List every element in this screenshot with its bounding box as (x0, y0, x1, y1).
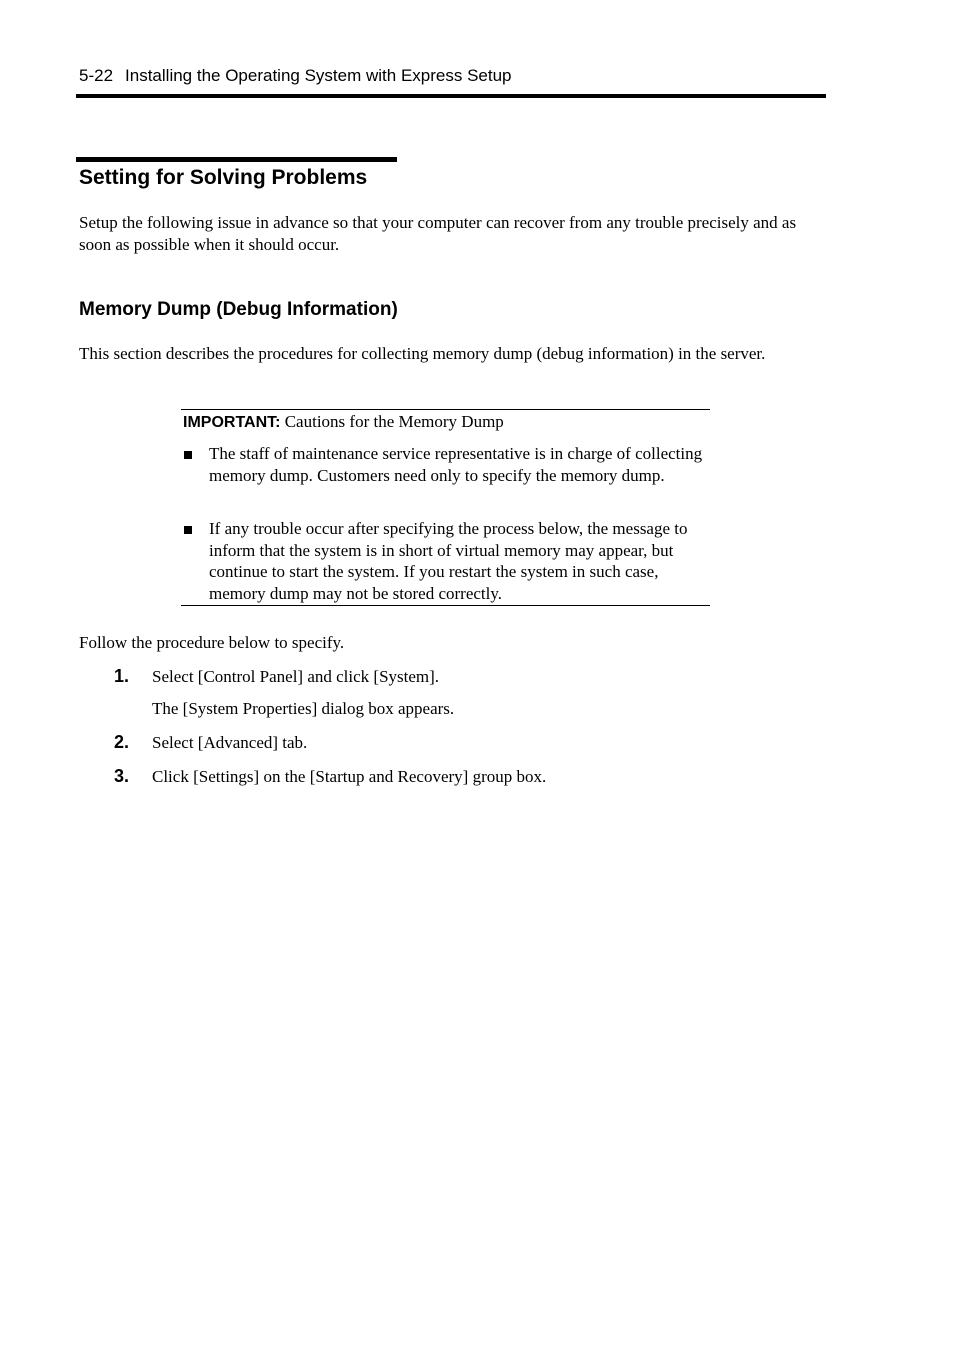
step-number: 2. (114, 732, 130, 752)
subsection-description: This section describes the procedures for collecting memory dump (debug information) in the server. (79, 344, 766, 363)
header-rule (76, 94, 826, 98)
square-bullet-icon (184, 451, 192, 459)
chapter-title: Installing the Operating System with Express Setup (125, 66, 512, 85)
section-intro: Setup the following issue in advance so that your computer can recover from any trouble precisely and as soon as possible when it should occur. (79, 213, 797, 254)
important-caption: Cautions for the Memory Dump (284, 412, 504, 431)
step-number: 1. (114, 666, 130, 686)
important-item-text: If any trouble occur after specifying the process below, the message to inform that the system is in short of virtual memory may appear, but continue to start the system. If you restart the system in such case, memory dump may not be stored correctly. (209, 519, 688, 604)
important-notice (181, 409, 710, 606)
important-header (183, 411, 504, 434)
important-label: IMPORTANT: (183, 414, 281, 431)
procedure-lead: Follow the procedure below to specify. (79, 633, 345, 652)
step-note: The [System Properties] dialog box appears. (152, 699, 455, 718)
step-text: Select [Advanced] tab. (152, 733, 308, 752)
section-title: Setting for Solving Problems (79, 166, 368, 189)
section-title-bar (76, 157, 397, 162)
important-item-text: The staff of maintenance service representative is in charge of collecting memory dump. Customers need only to specify the memory dump. (209, 444, 703, 485)
step-number: 3. (114, 766, 130, 786)
running-header (79, 66, 512, 86)
step-text: Click [Settings] on the [Startup and Recovery] group box. (152, 767, 547, 786)
page-number: 5-22 (79, 66, 114, 85)
square-bullet-icon (184, 526, 192, 534)
step-text: Select [Control Panel] and click [System]. (152, 667, 440, 686)
subsection-title: Memory Dump (Debug Information) (79, 299, 398, 320)
